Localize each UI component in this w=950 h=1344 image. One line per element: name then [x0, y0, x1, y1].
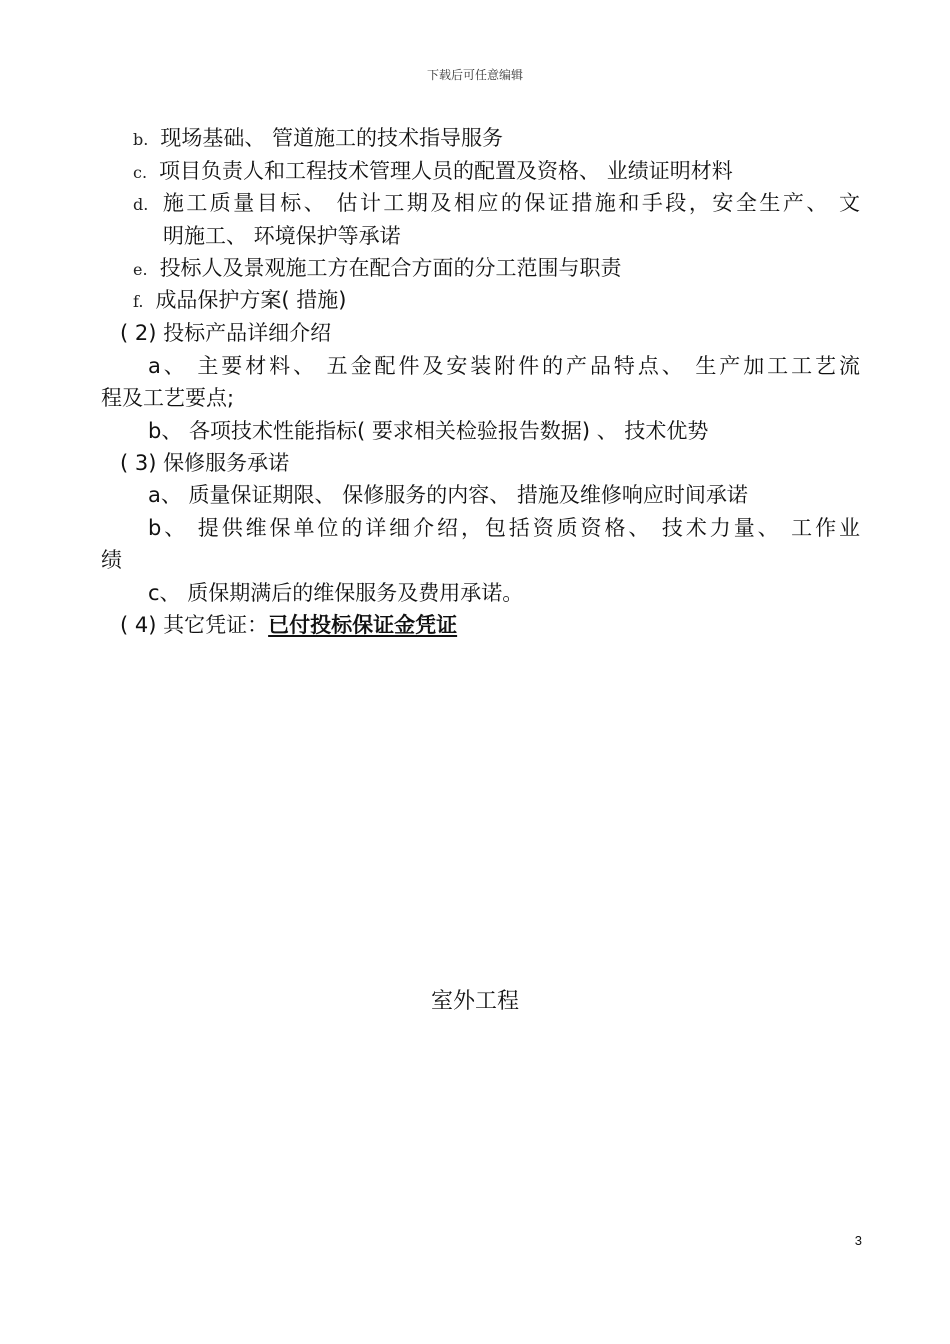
section-3-item-a: a、 质量保证期限、 保修服务的内容、 措施及维修响应时间承诺: [148, 483, 748, 507]
list-item-e: [133, 254, 622, 284]
section-4-prefix: ( 4) 其它凭证：: [120, 613, 269, 637]
item-label: b.: [133, 130, 149, 149]
page-number: 3: [854, 1233, 862, 1248]
item-text: 现场基础、 管道施工的技术指导服务: [160, 126, 504, 150]
section-3-item-b-cont: 绩: [101, 548, 122, 572]
section-2-item-b: b、 各项技术性能指标( 要求相关检验报告数据) 、 技术优势: [148, 419, 709, 443]
item-text: 施工质量目标、 估计工期及相应的保证措施和手段，安全生产、 文: [160, 191, 860, 215]
list-item-d-cont: 明施工、 环境保护等承诺: [163, 224, 401, 248]
list-item-c: [133, 157, 733, 187]
list-item-f: [133, 286, 347, 316]
section-2-item-a-cont: 程及工艺要点;: [101, 386, 235, 410]
item-label: d.: [133, 195, 149, 214]
item-label: c.: [133, 163, 148, 182]
item-label: e.: [133, 260, 148, 279]
item-text: 成品保护方案( 措施): [155, 288, 347, 312]
section-title: 室外工程: [430, 989, 519, 1014]
section-4-line: [120, 611, 457, 639]
item-text: 项目负责人和工程技术管理人员的配置及资格、 业绩证明材料: [159, 159, 733, 183]
list-item-d: [133, 189, 860, 219]
section-3-item-c: c、 质保期满后的维保服务及费用承诺。: [148, 581, 524, 605]
section-2-heading: ( 2) 投标产品详细介绍: [120, 321, 332, 345]
item-label: f.: [133, 292, 144, 311]
list-item-b: [133, 124, 503, 154]
deposit-voucher-link[interactable]: 已付投标保证金凭证: [268, 613, 458, 637]
section-2-item-a: a、 主要材料、 五金配件及安装附件的产品特点、 生产加工工艺流: [148, 354, 860, 378]
section-3-heading: ( 3) 保修服务承诺: [120, 451, 290, 475]
page-header: 下载后可任意编辑: [426, 68, 523, 82]
section-3-item-b: b、 提供维保单位的详细介绍，包括资质资格、 技术力量、 工作业: [148, 516, 860, 540]
item-text: 投标人及景观施工方在配合方面的分工范围与职责: [159, 256, 622, 280]
